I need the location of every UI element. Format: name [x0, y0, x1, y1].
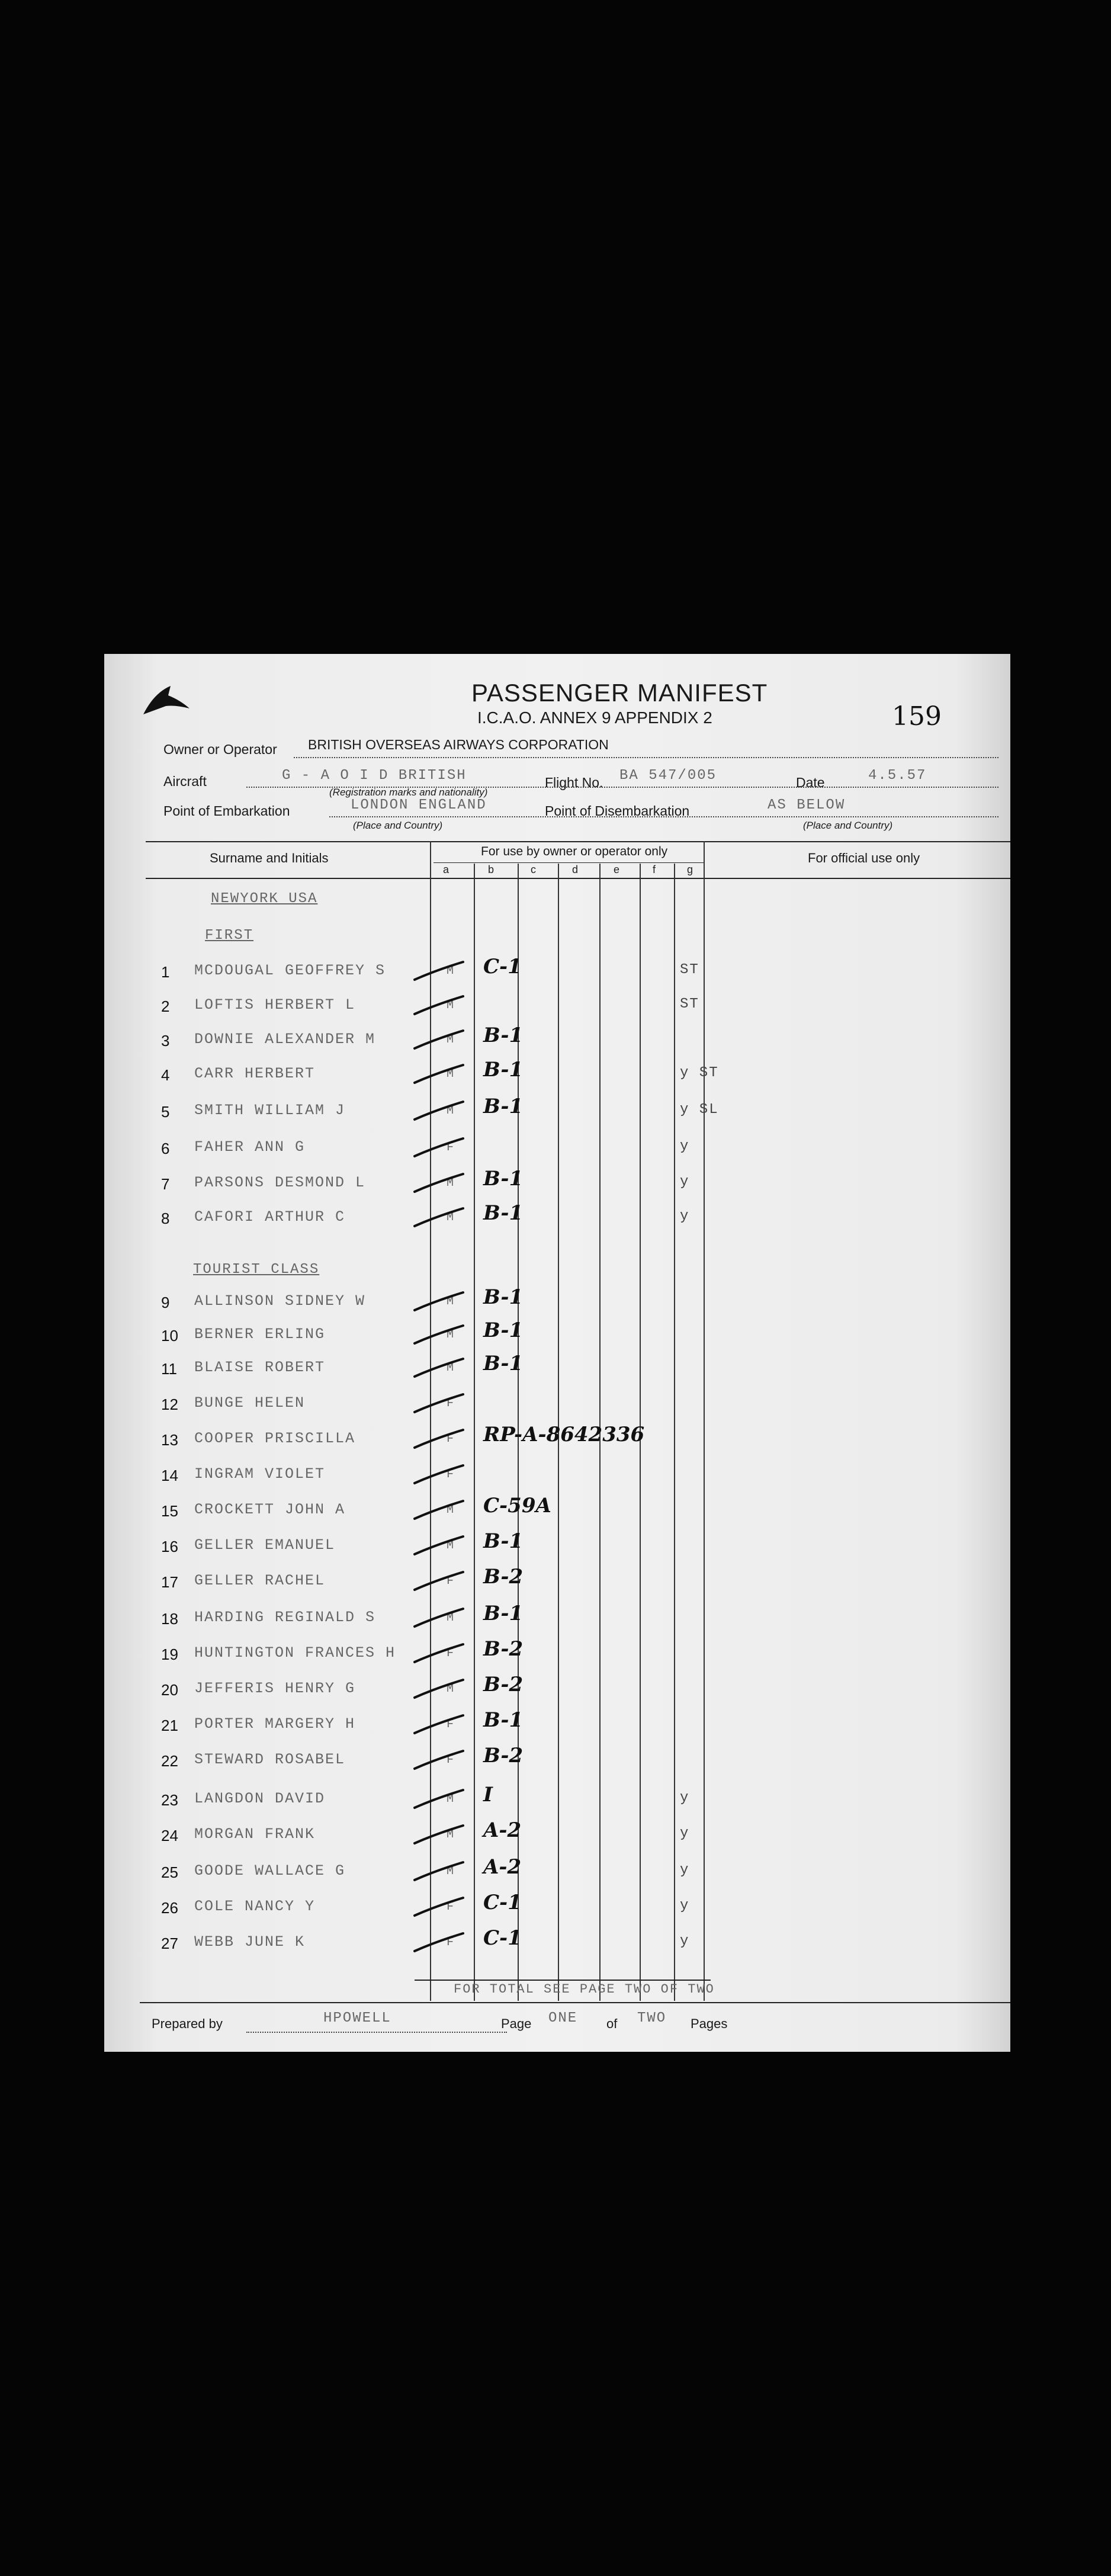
owner-label: Owner or Operator [163, 742, 277, 757]
check-mark-icon [412, 1823, 465, 1847]
manifest-subtitle: I.C.A.O. ANNEX 9 APPENDIX 2 [477, 708, 712, 727]
col-g-mark: y [680, 1174, 690, 1190]
check-mark-icon [412, 1749, 465, 1772]
visa-code: C-1 [483, 955, 522, 979]
of-value: TWO [637, 2010, 667, 2026]
embark-line [329, 816, 998, 817]
flight-label: Flight No. [545, 775, 603, 790]
visa-code: C-1 [483, 1926, 522, 1950]
prepared-label: Prepared by [152, 2016, 223, 2031]
prepared-value: HPOWELL [323, 2010, 391, 2026]
section-first: FIRST [205, 928, 254, 944]
row-number: 22 [161, 1752, 178, 1770]
visa-code: B-1 [483, 1024, 524, 1047]
passenger-sex: F [447, 1936, 455, 1949]
check-mark-icon [412, 1534, 465, 1558]
passenger-sex: M [447, 1682, 455, 1696]
passenger-sex: M [447, 1539, 455, 1552]
col-g-mark: y [680, 1208, 690, 1224]
col-letter-c: c [531, 864, 536, 875]
passenger-name: GELLER EMANUEL [194, 1536, 336, 1554]
passenger-sex: M [447, 1503, 455, 1517]
row-number: 11 [161, 1360, 177, 1378]
visa-code: B-2 [483, 1673, 524, 1696]
col-g-mark: y [680, 1898, 690, 1914]
check-mark-icon [412, 994, 465, 1018]
passenger-name: STEWARD ROSABEL [194, 1751, 346, 1768]
check-mark-icon [412, 1290, 465, 1314]
passenger-sex: M [447, 1361, 455, 1375]
check-mark-icon [412, 1677, 465, 1701]
passenger-name: DOWNIE ALEXANDER M [194, 1031, 376, 1048]
col-letter-e: e [614, 864, 620, 875]
passenger-name: HUNTINGTON FRANCES H [194, 1644, 396, 1661]
page-label: Page [501, 2016, 532, 2031]
aircraft-note: (Registration marks and nationality) [329, 787, 488, 798]
totals-note: FOR TOTAL SEE PAGE TWO OF TWO [454, 1982, 715, 1997]
col-rule-a [474, 864, 475, 2001]
owner-line [294, 757, 998, 758]
visa-code: C-59A [483, 1494, 551, 1518]
embark-value: LONDON ENGLAND [351, 797, 487, 813]
check-mark-icon [412, 1788, 465, 1811]
passenger-name: CAFORI ARTHUR C [194, 1208, 346, 1226]
visa-code: B-2 [483, 1637, 524, 1661]
visa-code: B-2 [483, 1565, 524, 1589]
check-mark-icon [412, 1323, 465, 1347]
date-value: 4.5.57 [868, 768, 927, 784]
row-number: 12 [161, 1396, 178, 1413]
table-top-rule [146, 841, 1010, 842]
check-mark-icon [412, 1427, 465, 1451]
disembark-label: Point of Disembarkation [545, 803, 690, 819]
page-stamp-number: 159 [892, 701, 942, 732]
passenger-name: GELLER RACHEL [194, 1572, 326, 1589]
visa-code: B-1 [483, 1529, 524, 1553]
passenger-sex: F [447, 1141, 455, 1154]
visa-code: B-1 [483, 1201, 524, 1225]
check-mark-icon [412, 1931, 465, 1955]
check-mark-icon [412, 960, 465, 983]
check-mark-icon [412, 1713, 465, 1737]
col-g-mark: ST [680, 962, 699, 978]
flight-value: BA 547/005 [619, 768, 717, 784]
of-label: of [606, 2016, 618, 2031]
visa-code: A-2 [483, 1818, 522, 1842]
row-number: 6 [161, 1140, 170, 1157]
row-number: 27 [161, 1935, 178, 1952]
row-number: 8 [161, 1210, 170, 1227]
row-number: 18 [161, 1610, 178, 1628]
visa-code: RP-A-8642336 [483, 1423, 645, 1446]
disembark-value: AS BELOW [768, 797, 846, 813]
passenger-name: BLAISE ROBERT [194, 1359, 326, 1376]
check-mark-icon [412, 1356, 465, 1380]
row-number: 15 [161, 1502, 178, 1520]
passenger-sex: M [447, 1033, 455, 1047]
passenger-sex: M [447, 1104, 455, 1118]
passenger-sex: F [447, 1432, 455, 1446]
passenger-sex: M [447, 964, 455, 978]
row-number: 24 [161, 1827, 178, 1844]
check-mark-icon [412, 1860, 465, 1884]
manifest-page [104, 654, 1010, 2052]
passenger-name: ALLINSON SIDNEY W [194, 1292, 366, 1310]
passenger-name: LOFTIS HERBERT L [194, 996, 356, 1013]
passenger-name: PORTER MARGERY H [194, 1715, 356, 1733]
date-label: Date [796, 775, 825, 790]
passenger-name: CARR HERBERT [194, 1065, 316, 1082]
passenger-sex: M [447, 1828, 455, 1842]
passenger-sex: F [447, 1468, 455, 1481]
passenger-name: MCDOUGAL GEOFFREY S [194, 962, 386, 979]
col-head-owner-use: For use by owner or operator only [481, 845, 668, 858]
col-letter-g: g [687, 864, 693, 875]
col-letter-b: b [488, 864, 495, 875]
aircraft-label: Aircraft [163, 774, 207, 789]
passenger-sex: M [447, 1865, 455, 1878]
col-g-mark: y [680, 1826, 690, 1842]
passenger-sex: F [447, 1718, 455, 1731]
col-head-surname: Surname and Initials [210, 851, 329, 865]
check-mark-icon [412, 1499, 465, 1522]
passenger-name: INGRAM VIOLET [194, 1465, 326, 1483]
passenger-name: COOPER PRISCILLA [194, 1430, 356, 1447]
row-number: 1 [161, 963, 170, 981]
col-letter-d: d [572, 864, 579, 875]
row-number: 10 [161, 1327, 178, 1345]
col-g-mark: y ST [680, 1065, 719, 1081]
passenger-sex: M [447, 1211, 455, 1224]
row-number: 25 [161, 1863, 178, 1881]
row-number: 17 [161, 1573, 178, 1591]
owner-use-bracket [434, 862, 704, 863]
check-mark-icon [412, 1642, 465, 1666]
row-number: 14 [161, 1467, 178, 1484]
passenger-sex: M [447, 1295, 455, 1308]
passenger-sex: M [447, 1176, 455, 1190]
visa-code: B-1 [483, 1319, 524, 1342]
pages-label: Pages [691, 2016, 728, 2031]
check-mark-icon [412, 1028, 465, 1052]
check-mark-icon [412, 1172, 465, 1195]
passenger-sex: F [447, 1397, 455, 1410]
disembark-note: (Place and Country) [803, 820, 893, 831]
visa-code: B-1 [483, 1058, 524, 1082]
passenger-sex: M [447, 999, 455, 1012]
row-number: 9 [161, 1294, 170, 1311]
col-g-mark: y [680, 1862, 690, 1878]
table-bottom-rule [415, 1980, 711, 1981]
destination-heading: NEWYORK USA [211, 891, 318, 907]
manifest-title: PASSENGER MANIFEST [471, 679, 768, 707]
passenger-name: FAHER ANN G [194, 1138, 306, 1156]
row-number: 4 [161, 1066, 170, 1084]
passenger-name: LANGDON DAVID [194, 1790, 326, 1807]
check-mark-icon [412, 1606, 465, 1630]
passenger-name: BERNER ERLING [194, 1326, 326, 1343]
passenger-name: PARSONS DESMOND L [194, 1174, 366, 1191]
col-g-mark: y [680, 1790, 690, 1806]
embark-label: Point of Embarkation [163, 803, 290, 819]
embark-note: (Place and Country) [353, 820, 443, 831]
passenger-name: SMITH WILLIAM J [194, 1102, 346, 1119]
row-number: 20 [161, 1681, 178, 1699]
row-number: 7 [161, 1175, 170, 1193]
passenger-sex: F [447, 1753, 455, 1767]
footer-rule [140, 2002, 1010, 2003]
check-mark-icon [412, 1463, 465, 1487]
visa-code: B-1 [483, 1708, 524, 1732]
aircraft-value: G - A O I D BRITISH [282, 768, 467, 784]
col-letter-a: a [443, 864, 449, 875]
check-mark-icon [412, 1099, 465, 1123]
passenger-name: JEFFERIS HENRY G [194, 1680, 356, 1697]
passenger-sex: F [447, 1900, 455, 1914]
check-mark-icon [412, 1570, 465, 1593]
visa-code: B-2 [483, 1744, 524, 1767]
col-rule-g [704, 841, 705, 2001]
row-number: 21 [161, 1717, 178, 1734]
visa-code: B-1 [483, 1602, 524, 1625]
visa-code: C-1 [483, 1891, 522, 1914]
row-number: 2 [161, 997, 170, 1015]
passenger-name: MORGAN FRANK [194, 1826, 316, 1843]
col-letter-f: f [653, 864, 656, 875]
table-head-rule [146, 878, 1010, 879]
col-head-official: For official use only [808, 851, 920, 865]
prepared-line [246, 2032, 507, 2033]
visa-code: B-1 [483, 1095, 524, 1118]
passenger-sex: F [447, 1647, 455, 1660]
passenger-name: CROCKETT JOHN A [194, 1501, 346, 1518]
row-number: 26 [161, 1899, 178, 1917]
passenger-name: BUNGE HELEN [194, 1394, 306, 1411]
passenger-sex: M [447, 1067, 455, 1081]
col-g-mark: y [680, 1138, 690, 1154]
page-value: ONE [548, 2010, 578, 2026]
passenger-sex: M [447, 1611, 455, 1625]
visa-code: I [483, 1783, 493, 1807]
row-number: 13 [161, 1431, 178, 1449]
owner-value: BRITISH OVERSEAS AIRWAYS CORPORATION [308, 737, 609, 752]
row-number: 19 [161, 1645, 178, 1663]
passenger-sex: M [447, 1792, 455, 1806]
check-mark-icon [412, 1392, 465, 1416]
check-mark-icon [412, 1895, 465, 1919]
passenger-name: HARDING REGINALD S [194, 1609, 376, 1626]
visa-code: B-1 [483, 1352, 524, 1375]
visa-code: B-1 [483, 1167, 524, 1191]
check-mark-icon [412, 1206, 465, 1230]
passenger-name: WEBB JUNE K [194, 1933, 306, 1951]
passenger-name: COLE NANCY Y [194, 1898, 316, 1915]
passenger-name: GOODE WALLACE G [194, 1862, 346, 1879]
visa-code: A-2 [483, 1855, 522, 1879]
col-rule-f [674, 864, 675, 2001]
check-mark-icon [412, 1063, 465, 1086]
speedbird-logo [142, 685, 191, 717]
col-g-mark: y [680, 1933, 690, 1949]
row-number: 23 [161, 1791, 178, 1809]
col-g-mark: y SL [680, 1102, 719, 1118]
passenger-sex: M [447, 1328, 455, 1342]
check-mark-icon [412, 1136, 465, 1160]
row-number: 5 [161, 1103, 170, 1121]
aircraft-line [246, 787, 998, 788]
col-g-mark: ST [680, 996, 699, 1012]
visa-code: B-1 [483, 1285, 524, 1309]
passenger-sex: F [447, 1574, 455, 1588]
section-tourist: TOURIST CLASS [193, 1262, 320, 1278]
row-number: 3 [161, 1032, 170, 1050]
row-number: 16 [161, 1538, 178, 1555]
